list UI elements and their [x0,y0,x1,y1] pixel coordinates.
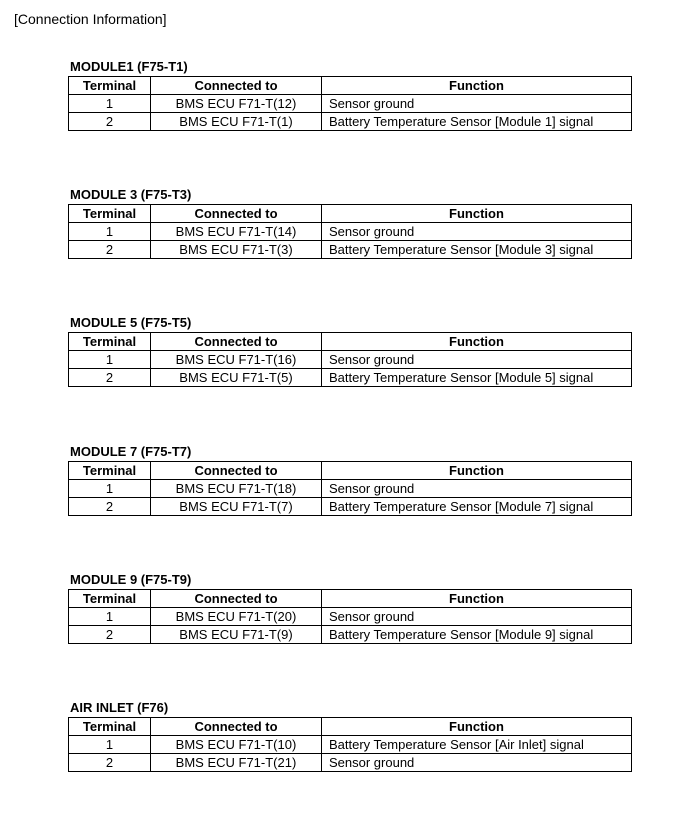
cell-function: Battery Temperature Sensor [Air Inlet] signal [322,736,632,754]
cell-function: Sensor ground [322,754,632,772]
cell-function: Sensor ground [322,223,632,241]
cell-connected-to: BMS ECU F71-T(14) [151,223,322,241]
connection-table [68,204,632,259]
cell-terminal: 1 [69,736,151,754]
table-row [69,113,632,131]
cell-terminal: 2 [69,754,151,772]
cell-terminal: 2 [69,369,151,387]
cell-connected-to: BMS ECU F71-T(20) [151,608,322,626]
table-row [69,95,632,113]
column-header-connected-to: Connected to [151,590,322,608]
cell-connected-to: BMS ECU F71-T(7) [151,498,322,516]
cell-connected-to: BMS ECU F71-T(3) [151,241,322,259]
column-header-function: Function [322,205,632,223]
cell-function: Sensor ground [322,480,632,498]
section-title: AIR INLET (F76) [70,700,169,715]
connection-table [68,332,632,387]
table-row [69,608,632,626]
connection-table [68,589,632,644]
cell-connected-to: BMS ECU F71-T(1) [151,113,322,131]
table-header-row [69,333,632,351]
connector-section-module9 [68,572,631,644]
cell-terminal: 1 [69,351,151,369]
table-header-row [69,718,632,736]
cell-terminal: 1 [69,480,151,498]
cell-terminal: 1 [69,223,151,241]
table-row [69,369,632,387]
cell-connected-to: BMS ECU F71-T(9) [151,626,322,644]
column-header-function: Function [322,333,632,351]
cell-function: Battery Temperature Sensor [Module 7] signal [322,498,632,516]
cell-terminal: 1 [69,95,151,113]
column-header-function: Function [322,718,632,736]
cell-terminal: 2 [69,113,151,131]
section-title: MODULE 5 (F75-T5) [70,315,192,330]
cell-connected-to: BMS ECU F71-T(12) [151,95,322,113]
cell-function: Battery Temperature Sensor [Module 1] signal [322,113,632,131]
table-header-row [69,205,632,223]
connector-section-module3 [68,187,631,259]
table-row [69,223,632,241]
section-title: MODULE 3 (F75-T3) [70,187,192,202]
table-header-row [69,590,632,608]
table-row [69,480,632,498]
cell-connected-to: BMS ECU F71-T(16) [151,351,322,369]
table-header-row [69,77,632,95]
column-header-connected-to: Connected to [151,77,322,95]
cell-terminal: 2 [69,626,151,644]
page-heading: [Connection Information] [14,11,167,27]
connector-section-module5 [68,315,631,387]
section-title: MODULE 7 (F75-T7) [70,444,192,459]
cell-connected-to: BMS ECU F71-T(18) [151,480,322,498]
table-row [69,736,632,754]
cell-function: Battery Temperature Sensor [Module 5] signal [322,369,632,387]
connector-section-module1 [68,59,631,131]
cell-connected-to: BMS ECU F71-T(21) [151,754,322,772]
cell-function: Battery Temperature Sensor [Module 9] signal [322,626,632,644]
cell-function: Sensor ground [322,351,632,369]
connection-table [68,717,632,772]
cell-connected-to: BMS ECU F71-T(10) [151,736,322,754]
table-row [69,626,632,644]
connection-table [68,461,632,516]
connector-section-air-inlet [68,700,631,772]
cell-function: Sensor ground [322,95,632,113]
cell-terminal: 2 [69,498,151,516]
connector-section-module7 [68,444,631,516]
column-header-terminal: Terminal [69,718,151,736]
section-title: MODULE 9 (F75-T9) [70,572,192,587]
column-header-connected-to: Connected to [151,205,322,223]
table-row [69,351,632,369]
table-header-row [69,462,632,480]
column-header-terminal: Terminal [69,590,151,608]
column-header-terminal: Terminal [69,205,151,223]
column-header-function: Function [322,462,632,480]
cell-terminal: 2 [69,241,151,259]
connection-table [68,76,632,131]
column-header-connected-to: Connected to [151,718,322,736]
column-header-connected-to: Connected to [151,462,322,480]
column-header-function: Function [322,590,632,608]
cell-connected-to: BMS ECU F71-T(5) [151,369,322,387]
column-header-terminal: Terminal [69,333,151,351]
table-row [69,241,632,259]
table-row [69,754,632,772]
cell-function: Battery Temperature Sensor [Module 3] signal [322,241,632,259]
column-header-terminal: Terminal [69,462,151,480]
column-header-function: Function [322,77,632,95]
column-header-connected-to: Connected to [151,333,322,351]
cell-function: Sensor ground [322,608,632,626]
table-row [69,498,632,516]
column-header-terminal: Terminal [69,77,151,95]
cell-terminal: 1 [69,608,151,626]
section-title: MODULE1 (F75-T1) [70,59,188,74]
